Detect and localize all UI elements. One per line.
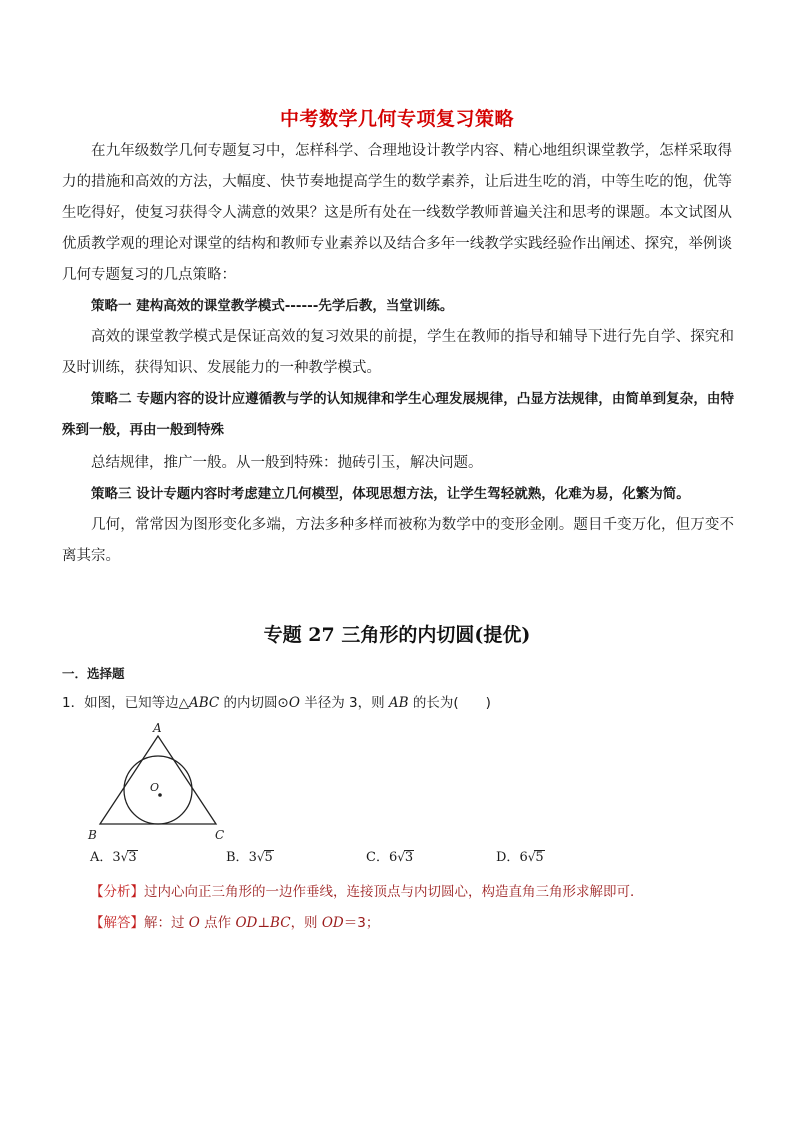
question-text-post: 的长为( ): [408, 695, 491, 711]
option-radicand: 3: [128, 850, 137, 865]
equilateral-triangle: [100, 736, 216, 824]
strategy-2-heading: 策略二 专题内容的设计应遵循教与学的认知规律和学生心理发展规律，凸显方法规律，由简单到复杂，由特殊到一般，再由一般到特殊: [62, 391, 734, 438]
answer-text-mid2: ，则: [290, 915, 322, 931]
option-coefficient: 3: [248, 850, 257, 865]
answer-tag: 【解答】: [90, 915, 144, 931]
answer-point-o: O: [188, 915, 200, 931]
strategy-2-body: 总结规律，推广一般。从一般到特殊：抛砖引玉，解决问题。: [91, 455, 483, 471]
strategy-3-body: 几何，常常因为图形变化多端，方法多种多样而被称为数学中的变形金刚。题目千变万化，但万变不离其宗。: [62, 517, 734, 564]
option-coefficient: 6: [519, 850, 528, 865]
question-text-mid: 的内切圆⊙: [219, 695, 289, 711]
option-b[interactable]: [226, 846, 274, 865]
triangle-incircle-figure: [84, 718, 234, 844]
radical-sign-icon: √: [397, 850, 405, 864]
option-a[interactable]: [90, 846, 138, 865]
option-d[interactable]: [496, 846, 545, 865]
question-number: 1．: [62, 695, 85, 711]
section-label: 一．选择题: [62, 666, 125, 681]
answer-line: [90, 911, 730, 935]
strategy-3-heading: 策略三 设计专题内容时考虑建立几何模型，体现思想方法，让学生驾轻就熟，化难为易，化繁为简。: [91, 486, 690, 502]
analysis-tag: 【分析】: [90, 884, 144, 900]
answer-options: [90, 846, 690, 870]
circle-name: O: [288, 695, 300, 711]
radical-sign-icon: √: [120, 850, 129, 864]
radical-sign-icon: √: [256, 850, 265, 864]
answer-text-post: ＝3；: [343, 915, 380, 931]
option-label: B．: [226, 850, 249, 865]
answer-text-pre: 解：过: [144, 915, 189, 931]
radical-sign-icon: √: [527, 850, 536, 864]
document-title: 中考数学几何专项复习策略: [279, 108, 514, 130]
strategy-1-heading: 策略一 建构高效的课堂教学模式------先学后教，当堂训练。: [91, 298, 454, 314]
option-coefficient: 6: [388, 850, 398, 865]
vertex-label-b: B: [88, 828, 97, 842]
vertex-label-c: C: [215, 828, 225, 842]
option-label: C．: [366, 850, 389, 865]
segment-name: AB: [388, 695, 409, 711]
answer-perpendicular: OD⊥BC: [235, 915, 291, 931]
analysis-line: [90, 880, 730, 904]
vertex-label-a: A: [153, 721, 162, 735]
option-label: A．: [90, 850, 113, 865]
option-label: D．: [496, 850, 520, 865]
option-radicand: 5: [535, 850, 544, 865]
triangle-name: ABC: [188, 695, 220, 711]
analysis-text: 过内心向正三角形的一边作垂线，连接顶点与内切圆心，构造直角三角形求解即可．: [144, 884, 644, 900]
center-label-o: O: [150, 781, 160, 794]
option-radicand: 3: [404, 850, 414, 865]
question-text-mid2: 半径为 3，则: [299, 695, 389, 711]
strategy-1-body: 高效的课堂教学模式是保证高效的复习效果的前提，学生在教师的指导和辅导下进行先自学、探究和及时训练，获得知识、发展能力的一种教学模式。: [62, 329, 734, 376]
intro-paragraph: 在九年级数学几何专题复习中，怎样科学、合理地设计教学内容、精心地组织课堂教学，怎样采取得力的措施和高效的方法，大幅度、快节奏地提高学生的数学素养，让后进生吃的消，中等生吃的饱，优等生吃得好，使复习获得令人满意的效果？这是所有处在一线数学教师普遍关注和思考的课题。本文试图从优质教学观的理论对课堂的结构和教师专业素养以及结合多年一线教学实践经验作出阐述、探究，举例谈几何专题复习的几点策略：: [62, 143, 732, 283]
option-coefficient: 3: [112, 850, 121, 865]
question-1: [62, 692, 732, 714]
question-text-pre: 如图，已知等边△: [84, 695, 189, 711]
topic-title: 专题 27 三角形的内切圆(提优): [263, 624, 531, 646]
option-radicand: 5: [264, 850, 273, 865]
answer-segment-od: OD: [321, 915, 344, 931]
answer-text-mid: 点作: [199, 915, 236, 931]
option-c[interactable]: [366, 846, 414, 865]
